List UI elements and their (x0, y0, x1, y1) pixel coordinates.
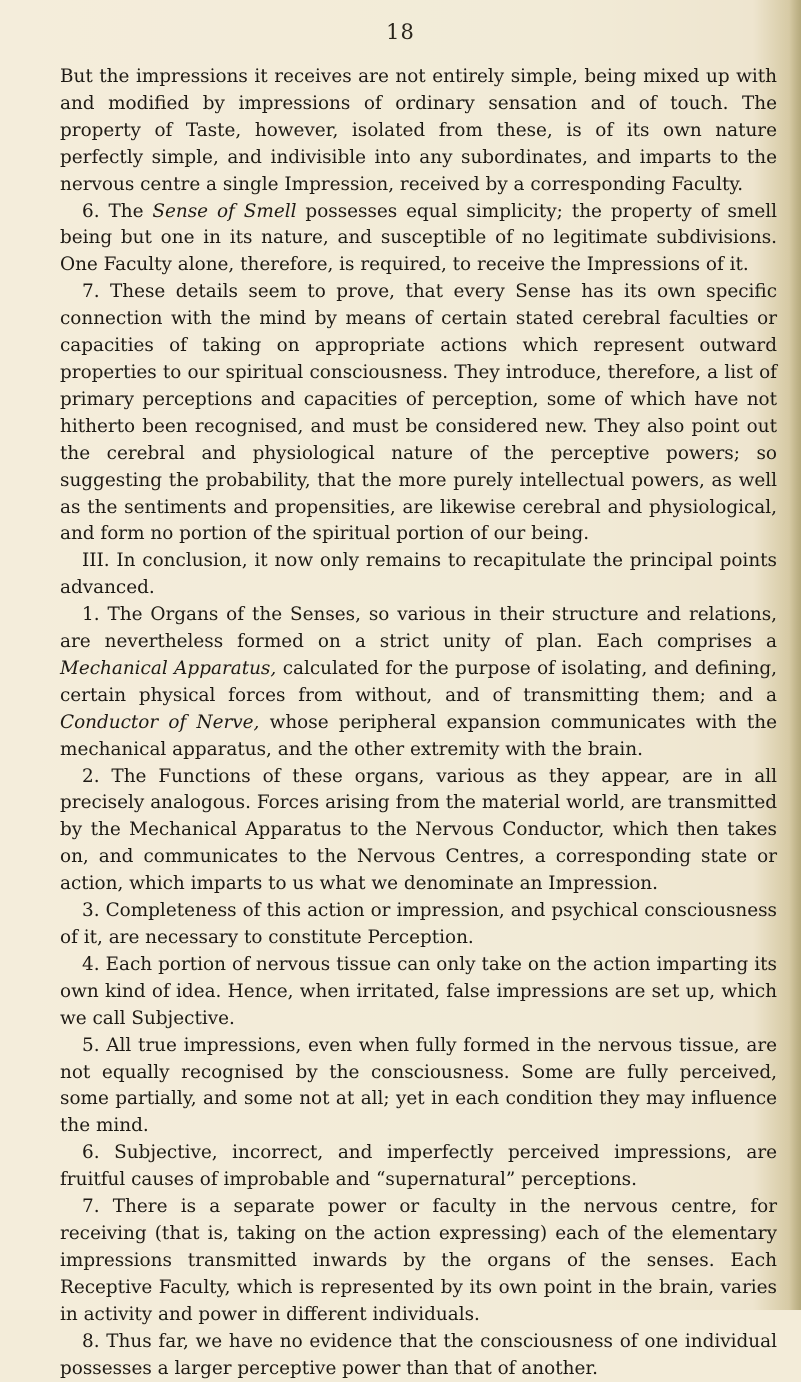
italic-term: Conductor of Nerve, (60, 711, 260, 733)
paragraph-point-8-consciousness (60, 1329, 777, 1382)
italic-term: Mechanical Apparatus, (60, 657, 277, 679)
text-run: 7. There is a separate power or faculty in the nervous centre, for receiving (that is, taking on the action expressing) each of the elementary impressions transmitted inwards by the organs of the senses. Each Receptive Faculty, which is represented by its own point in the brain, varies in activity and power in different individuals. (60, 1196, 777, 1325)
text-run: 8. Thus far, we have no evidence that the consciousness of one individual possesses a larger perceptive power than that of another. (60, 1330, 777, 1379)
body-text (60, 64, 777, 1382)
text-run: calculated for the purpose of isolating, and defining, certain physical forces from without, and of transmitting them; and a (60, 657, 778, 706)
text-run: 2. The Functions of these organs, various as they appear, are in all precisely analogous. Forces arising from the material world, are transmitted by the Mechanical Apparatus to the Nervous Conductor, which then takes on, and communicates to the Nervous Centres, a corresponding state or action, which imparts to us what we denominate an Impression. (60, 765, 777, 895)
paragraph-taste-continued (60, 64, 777, 199)
paragraph-details-prove (60, 279, 777, 548)
text-run: 1. The Organs of the Senses, so various in their structure and relations, are nevertheless formed on a strict unity of plan. Each comprises a (60, 604, 777, 653)
paragraph-point-1-organs (60, 602, 777, 763)
paragraph-point-4-nervous-tissue (60, 952, 777, 1033)
text-run: 7. These details seem to prove, that every Sense has its own specific connection with the mind by means of certain stated cerebral faculties or capacities of taking on appropriate actions which represent outward properties to our spiritual consciousness. They introduce, therefore, a list of primary perceptions and capacities of perception, some of which have not hitherto been recognised, and must be considered new. They also point out the cerebral and physiological nature of the perceptive powers; so suggesting the probability, that the more purely intellectual powers, as well as the sentiments and propensities, are likewise cerebral and physiological, and form no portion of the spiritual portion of our being. (60, 281, 777, 545)
text-run: possesses equal simplicity; the property of smell being but one in its nature, and susceptible of no legitimate subdivisions. One Faculty alone, therefore, is required, to receive the Impressions of it. (60, 200, 777, 276)
text-run: 3. Completeness of this action or impression, and psychical consciousness of it, are necessary to constitute Perception. (60, 900, 777, 948)
paragraph-point-7-separate-power (60, 1194, 777, 1329)
text-run: 6. The (82, 200, 153, 222)
text-run: 4. Each portion of nervous tissue can only take on the action imparting its own kind of idea. Hence, when irritated, false impressions are set up, which we call Subjective. (60, 953, 777, 1029)
paragraph-point-3-completeness (60, 898, 777, 952)
paragraph-conclusion-heading (60, 548, 777, 602)
text-run: 5. All true impressions, even when fully formed in the nervous tissue, are not equally recognised by the consciousness. Some are fully perceived, some partially, and some not at all; yet in each condition they may influence the mind. (60, 1034, 777, 1137)
text-run: III. In conclusion, it now only remains to recapitulate the principal points advanced. (60, 550, 777, 599)
italic-term: Sense of Smell (152, 200, 297, 222)
text-run: But the impressions it receives are not entirely simple, being mixed up with and modified by impressions of ordinary sensation and of touch. The property of Taste, however, isolated from these, is of its own nature perfectly simple, and indivisible into any subordinates, and imparts to the nervous centre a single Impression, received by a corresponding Faculty. (60, 66, 777, 195)
page-number: 18 (386, 20, 415, 44)
paragraph-point-6-subjective (60, 1140, 777, 1194)
paragraph-point-2-functions (60, 764, 777, 899)
paragraph-sense-of-smell (60, 199, 777, 280)
text-run: whose peripheral expansion communicates with the mechanical apparatus, and the other extremity with the brain. (60, 711, 777, 760)
paragraph-point-5-true-impressions (60, 1033, 777, 1141)
page-edge-shadow (789, 0, 801, 1310)
text-run: 6. Subjective, incorrect, and imperfectly perceived impressions, are fruitful causes of improbable and “supernatural” perceptions. (60, 1142, 777, 1191)
